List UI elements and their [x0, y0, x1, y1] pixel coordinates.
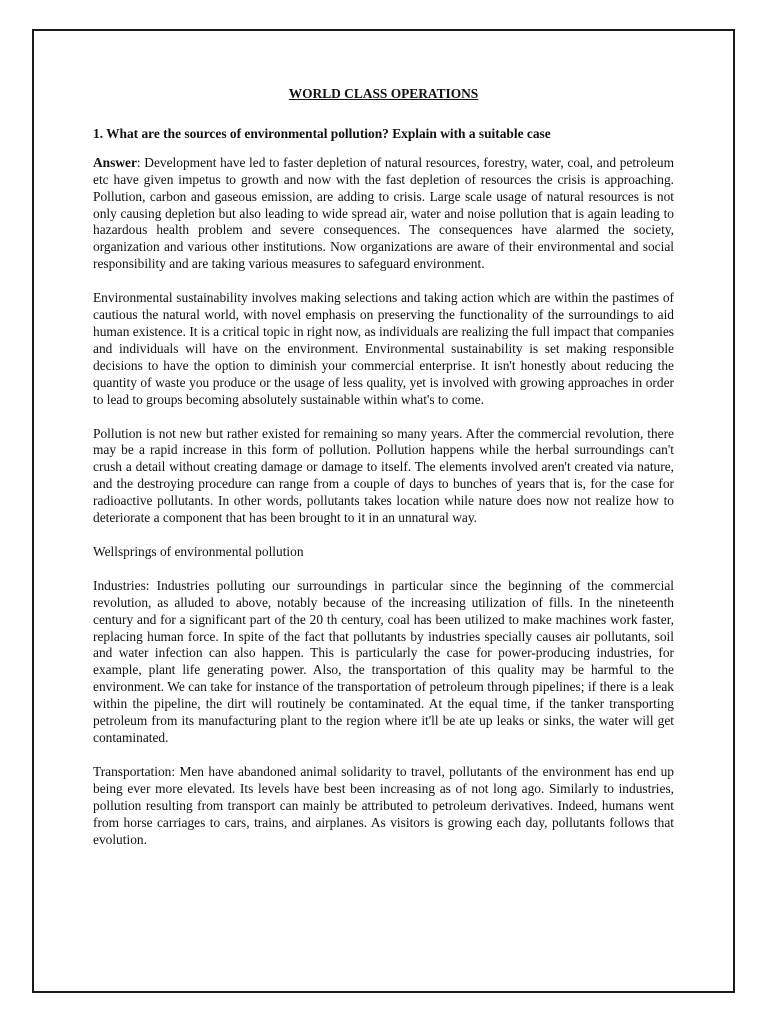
- paragraph-pollution-history: Pollution is not new but rather existed for remaining so many years. After the commercial revolution, there may be a rapid increase in this form of pollution. Pollution happens while the herbal surroundings can't crush a detail without creating damage or damage to itself. The elements involved aren't created via nature, and the destroying procedure can range from a couple of days to bunches of years that is, for the case for radioactive pollutants. In other words, pollutants takes location while nature does now not realize how to deteriorate a component that has been brought to it in an unnatural way.: [93, 425, 674, 526]
- paragraph-sustainability: Environmental sustainability involves making selections and taking action which are within the pastimes of cautious the natural world, with novel emphasis on preserving the functionality of the surroundings to aid human existence. It is a critical topic in right now, as individuals are realizing the full impact that companies and individuals will have on the environment. Environmental sustainability is set making responsible decisions to have the option to diminish your commercial enterprise. It isn't honestly about reducing the quantity of waste you produce or the usage of less quality, yet is involved with growing approaches in order to lead to groups becoming absolutely sustainable within what's to come.: [93, 290, 674, 407]
- answer-separator: :: [136, 154, 145, 170]
- answer-paragraph: [93, 155, 674, 273]
- document-body: [93, 86, 674, 865]
- question-heading: 1. What are the sources of environmental pollution? Explain with a suitable case: [93, 125, 551, 141]
- answer-label: Answer: [93, 154, 137, 170]
- paragraph-industries: Industries: Industries polluting our surroundings in particular since the beginning of the commercial revolution, as alluded to above, notably because of the increasing utilization of fills. In the nineteenth century and for a significant part of the 20 th century, coal has been utilized to make machines work faster, replacing human force. In spite of the fact that pollutants by industries specially causes air pollutants, soil and water infection can also happen. This is particularly the case for power-producing industries, for example, plant life generating power. Also, the transportation of this quality may be harmful to the environment. We can take for instance of the transportation of petroleum through pipelines; if there is a leak within the pipeline, the dirt will routinely be contaminated. At the equal time, if the tanker transporting petroleum from its manufacturing plant to the region where it'll be ate up leaks or sinks, the water will get contaminated.: [93, 577, 674, 745]
- answer-text: Development have led to faster depletion of natural resources, forestry, water, coal, and petroleum etc have given impetus to growth and now with the fast depletion of resources the crisis is approaching. Pollution, carbon and gaseous emission, are adding to crisis. Large scale usage of natural resources is not only causing depletion but also leading to wide spread air, water and noise pollution that is again leading to hazardous health problem and severe consequences. The consequences have alarmed the society, organization and various other institutions. Now organizations are aware of their environmental and social responsibility and are taking various measures to safeguard environment.: [93, 154, 674, 272]
- paragraph-transportation: Transportation: Men have abandoned animal solidarity to travel, pollutants of the environment has end up being ever more elevated. Its levels have best been increasing as of not long ago. Similarly to industries, pollution resulting from transport can mainly be attributed to petroleum derivatives. Indeed, humans went from horse carriages to cars, trains, and airplanes. As visitors is growing each day, pollutants follows that evolution.: [93, 763, 674, 847]
- document-title: WORLD CLASS OPERATIONS: [288, 86, 479, 101]
- section-heading-wellsprings: Wellsprings of environmental pollution: [93, 543, 304, 559]
